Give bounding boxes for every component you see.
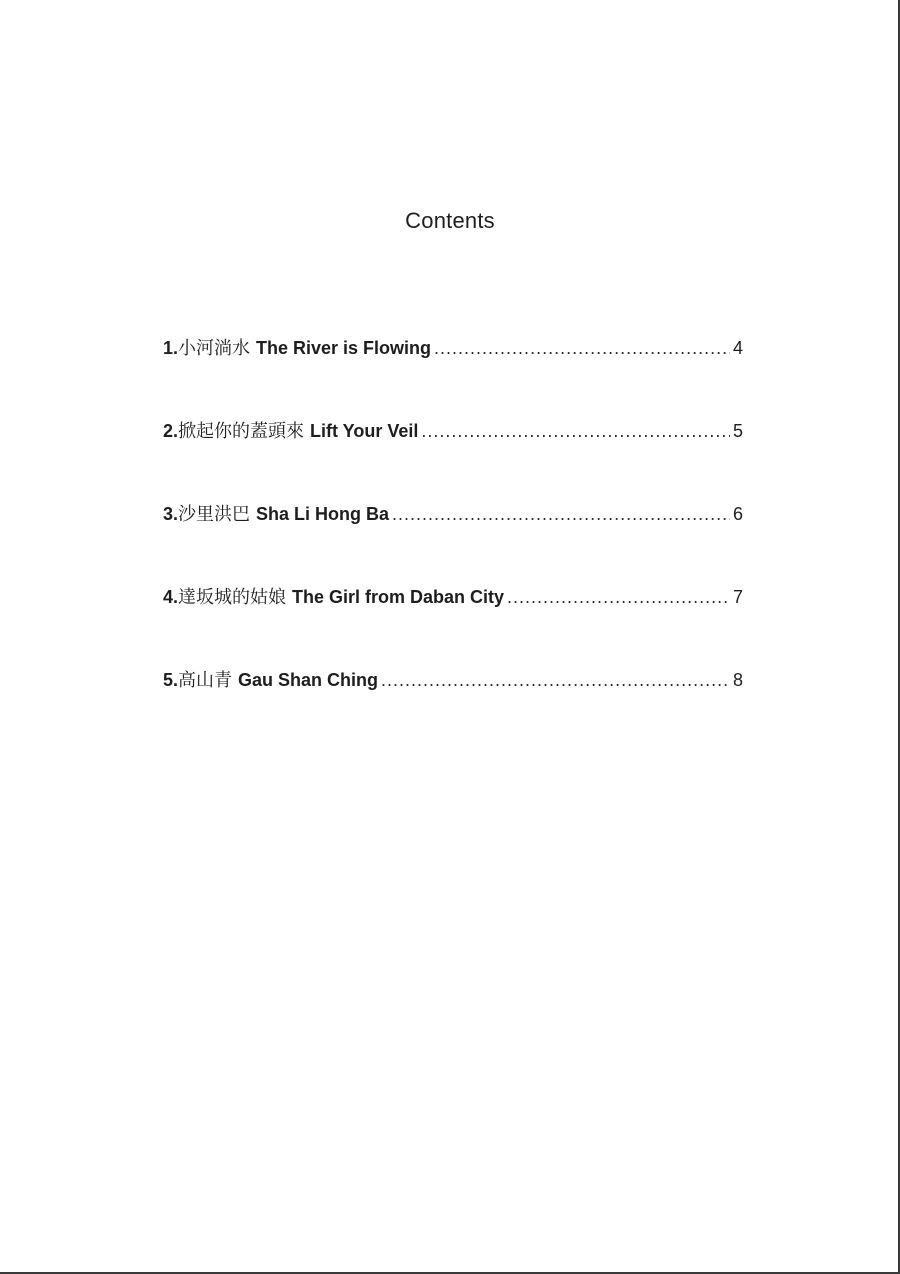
toc-entry-title-english: Gau Shan Ching	[238, 670, 379, 690]
toc-entry-title-chinese: 高山青	[178, 670, 233, 691]
toc-dot-leader	[434, 338, 730, 359]
toc-entry-number: 5.	[163, 670, 179, 690]
toc-entry-title-english: The River is Flowing	[256, 338, 432, 358]
toc-entry[interactable]	[163, 334, 743, 364]
toc-dot-leader	[392, 504, 730, 525]
toc-entry-number: 4.	[163, 587, 179, 607]
toc-entry-title-english: Sha Li Hong Ba	[256, 504, 390, 524]
toc-entry-page-number: 4	[733, 338, 744, 358]
toc-entry-title-english: The Girl from Daban City	[292, 587, 505, 607]
toc-entry-page-number: 6	[733, 504, 744, 524]
toc-dot-leader	[381, 670, 730, 691]
toc-entry-page-number: 7	[733, 587, 744, 607]
toc-entry-title-english: Lift Your Veil	[310, 421, 419, 441]
toc-entry[interactable]	[163, 583, 743, 613]
toc-entry-number: 1.	[163, 338, 179, 358]
toc-entry-number: 3.	[163, 504, 179, 524]
table-of-contents	[163, 334, 743, 749]
toc-entry-page-number: 5	[733, 421, 744, 441]
toc-entry[interactable]	[163, 666, 743, 696]
toc-entry[interactable]	[163, 500, 743, 530]
toc-entry-title-chinese: 達坂城的姑娘	[178, 587, 287, 608]
toc-dot-leader	[421, 421, 730, 442]
toc-dot-leader	[507, 587, 730, 608]
toc-entry-page-number: 8	[733, 670, 744, 690]
toc-entry[interactable]	[163, 417, 743, 447]
toc-entry-title-chinese: 沙里洪巴	[178, 504, 251, 525]
toc-entry-number: 2.	[163, 421, 179, 441]
toc-entry-title-chinese: 掀起你的蓋頭來	[178, 421, 305, 442]
toc-entry-title-chinese: 小河淌水	[178, 338, 251, 359]
page-title: Contents	[405, 208, 495, 233]
